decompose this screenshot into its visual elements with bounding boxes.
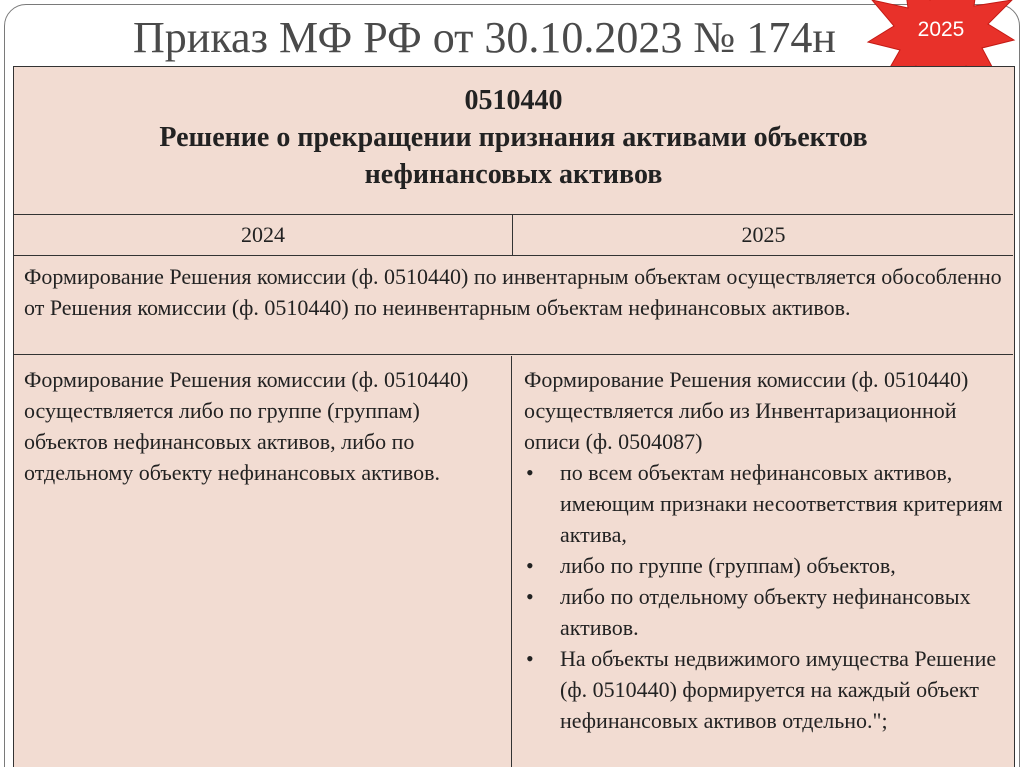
bullet-icon: • [526, 460, 534, 485]
form-title-line2: нефинансовых активов [364, 159, 663, 190]
list-item [524, 581, 1005, 643]
list-item [524, 457, 1005, 550]
list-item [524, 643, 1005, 736]
slide-title: Приказ МФ РФ от 30.10.2023 № 174н [133, 13, 836, 62]
column-2025: 2025 [741, 222, 786, 247]
bullet-icon: • [526, 553, 534, 578]
list-item-text: либо по отдельному объекту нефинансовых активов. [560, 584, 971, 640]
badge-year-label: 2025 [917, 18, 965, 41]
common-rule-row: Формирование Решения комиссии (ф. 0510440) по инвентарным объектам осуществляется обособленно от Решения комиссии (ф. 0510440) по неинвентарным объектам нефинансовых активов. [14, 256, 1013, 355]
list-item-text: На объекты недвижимого имущества Решение (ф. 0510440) формируется на каждый объект нефинансовых активов отдельно."; [560, 646, 997, 733]
rule-2025-bullets [524, 457, 1005, 736]
bullet-icon: • [526, 584, 534, 609]
table-header [14, 67, 1013, 215]
rule-2025-intro: Формирование Решения комиссии (ф. 0510440) осуществляется либо из Инвентаризационной описи (ф. 0504087) [524, 367, 969, 454]
difference-row [14, 356, 1013, 767]
column-2024: 2024 [14, 215, 513, 255]
list-item-text: либо по группе (группам) объектов, [560, 553, 896, 578]
rule-2024: Формирование Решения комиссии (ф. 0510440) осуществляется либо по группе (группам) объектов нефинансовых активов, либо по отдельному объекту нефинансовых активов. [14, 356, 512, 767]
form-title-line1: Решение о прекращении признания активами объектов [159, 122, 868, 153]
comparison-table [13, 66, 1015, 767]
list-item-text: по всем объектам нефинансовых активов, имеющим признаки несоответствия критериям актива, [560, 460, 1003, 547]
bullet-icon: • [526, 646, 534, 671]
year-header-row [14, 215, 1013, 256]
rule-2025 [514, 356, 1013, 767]
list-item [524, 550, 1005, 581]
form-code: 0510440 [464, 85, 563, 116]
